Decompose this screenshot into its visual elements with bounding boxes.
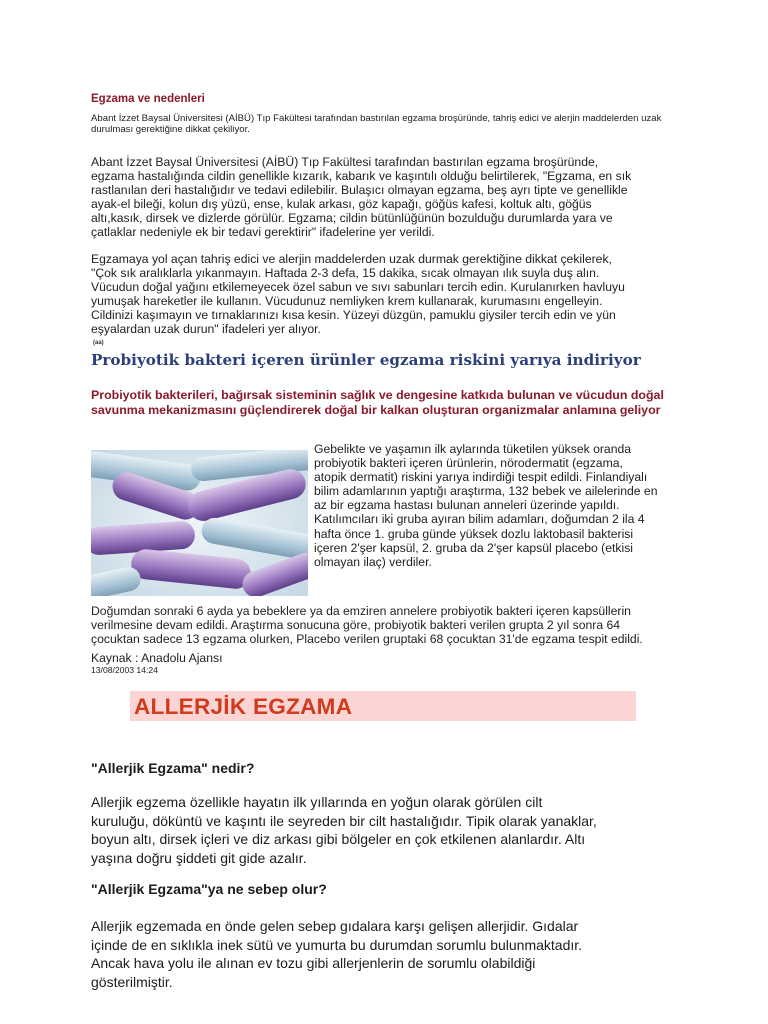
timestamp: 13/08/2003 14:24 xyxy=(91,665,158,675)
answer-paragraph-1: Allerjik egzema özellikle hayatın ilk yıllarında en yoğun olarak görülen cilt kuruluğu, döküntü ve kaşıntı ile seyreden bir cilt hastalığıdır. Tipik olarak yanaklar, boyun altı, dirsek içleri ve diz arkası gibi bölgeler en çok etkilenen alanlardır. Altı yaşına doğru şiddeti git gide azalır. xyxy=(91,794,597,866)
question-heading-1: "Allerjik Egzama" nedir? xyxy=(91,760,255,776)
probiotic-paragraph-2: Doğumdan sonraki 6 ayda ya bebeklere ya da emziren annelere probiyotik bakteri içeren kapsüllerin verilmesine devam edildi. Araştırma sonucuna göre, probiyotik bakteri verilen grupta 2 yıl sonra 64 çocuktan sadece 13 egzama olurken, Placebo verilen gruptaki 68 çocuktan 31'de egzama tespit edildi. xyxy=(91,604,643,647)
probiotic-paragraph-1: Gebelikte ve yaşamın ilk aylarında tüketilen yüksek oranda probiyotik bakteri içeren ürünlerin, nörodermatit (egzama, atopik dermatit) riskini yarıya indirdiği tespit edildi. Finlandiyalı bilim adamlarının yaptığı araştırma, 132 bebek ve ailelerinde en az bir egzama hastası bulunan anneleri üzerinde yapıldı. Katılımcıları iki gruba ayıran bilim adamları, doğumdan 2 ila 4 hafta önce 1. gruba günde yüksek dozlu laktobasil bakterisi içeren 2'şer kapsül, 2. gruba da 2'şer kapsül placebo (etkisi olmayan ilaç) verdiler. xyxy=(314,442,658,569)
section-title: Egzama ve nedenleri xyxy=(91,93,205,105)
allergy-banner xyxy=(130,691,636,721)
probiotic-headline: Probiyotik bakteri içeren ürünler egzama riskini yarıya indiriyor xyxy=(91,351,641,369)
source-line: Kaynak : Anadolu Ajansı xyxy=(91,651,223,665)
section-summary: Abant İzzet Baysal Üniversitesi (AİBÜ) Tıp Fakültesi tarafından bastırılan egzama broşüründe, tahriş edici ve alerjin maddelerden uzak durulması gerektiğine dikkat çekiliyor. xyxy=(91,113,662,135)
allergy-banner-title: ALLERJİK EGZAMA xyxy=(134,694,353,719)
source-tag: (aa) xyxy=(93,340,104,346)
answer-paragraph-2: Allerjik egzemada en önde gelen sebep gıdalara karşı gelişen allerjidir. Gıdalar içinde de en sıklıkla inek sütü ve yumurta bu durumdan sorumlu bulunmaktadır. Ancak hava yolu ile alınan ev tozu gibi allerjenlerin de sorumlu olabildiği gösterilmiştir. xyxy=(91,918,583,990)
question-heading-2: "Allerjik Egzama"ya ne sebep olur? xyxy=(91,881,327,897)
bacteria-photo xyxy=(91,450,308,596)
article-paragraph-2: Egzamaya yol açan tahriş edici ve alerjin maddelerden uzak durmak gerektiğine dikkat çekilerek, "Çok sık aralıklarla yıkanmayın. Haftada 2-3 defa, 15 dakika, sıcak olmayan ılık suyla duş alın. Vücudun doğal yağını etkilemeyecek özel sabun ve sıvı sabunları tercih edin. Kurulanırken havluyu yumuşak hareketler ile kullanın. Vücudunuz nemliyken krem kullanarak, kurumasını engelleyin. Cildinizi kaşımayın ve tırnaklarınızı kısa kesin. Yüzeyi düzgün, pamuklu giysiler tercih edin ve yün eşyalardan uzak durun" ifadeleri yer alıyor. xyxy=(91,252,625,337)
probiotic-subheadline: Probiyotik bakterileri, bağırsak sisteminin sağlık ve dengesine katkıda bulunan ve vücudun doğal savunma mekanizmasını güçlendirerek doğal bir kalkan oluşturan organizmalar anlamına geliyor xyxy=(91,388,664,417)
article-paragraph-1: Abant İzzet Baysal Üniversitesi (AİBÜ) Tıp Fakültesi tarafından bastırılan egzama broşüründe, egzama hastalığında cildin genellikle kızarık, kabarık ve kaşıntılı olduğu belirtilerek, "Egzama, en sık rastlanılan deri hastalığıdır ve tedavi edilebilir. Bulaşıcı olmayan egzama, beş ayrı tipte ve genellikle ayak-el bileği, kolun dış yüzü, ense, kulak arkası, göz kapağı, göğüs kafesi, koltuk altı, göğüs altı,kasık, dirsek ve dizlerde görülür. Egzama; cildin bütünlüğünün bozulduğu durumlarda yara ve çatlaklar nedeniyle ek bir tedavi gerektirir" ifadelerine yer verildi. xyxy=(91,155,632,240)
